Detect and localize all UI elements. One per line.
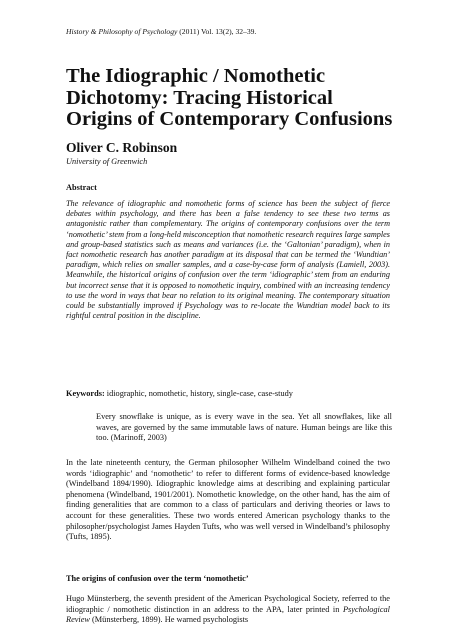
epigraph-quote: Every snowflake is unique, as is every wave in the sea. Yet all snowflakes, like all waves, are governed by the same immutable laws of nature. Human beings are like this too. (Marinoff, 2003)	[96, 412, 392, 443]
section-heading: The origins of confusion over the term ‘nomothetic’	[66, 574, 249, 583]
article-title: The Idiographic / Nomothetic Dichotomy: Tracing Historical Origins of Contemporary Confusions	[66, 65, 393, 130]
keywords-label: Keywords:	[66, 389, 105, 398]
journal-citation: (2011) Vol. 13(2), 32–39.	[179, 27, 257, 36]
paragraph2-text-end: (Münsterberg, 1899). He warned psychologists	[89, 615, 249, 625]
running-header	[66, 27, 256, 36]
cited-journal-title: Psychological Review	[66, 604, 390, 625]
abstract-text: The relevance of idiographic and nomothetic forms of science has been the subject of fierce debates within psychology, and there has been a false tendency to see these two terms as antagonistic rather than complementary. The origins of contemporary confusions over the term ‘nomothetic’ stem from a long-held misconception that nomothetic research requires large samples and group-based statistics such as means and variances (i.e. the ‘Galtonian’ paradigm), when in fact nomothetic research has another paradigm at its disposal that can be termed the ‘Wundtian’ paradigm, which relies on smaller samples, and a case-by-case form of analysis (Lamiell, 2003). Meanwhile, the historical origins of confusion over the term ‘idiographic’ stem from an enduring but incorrect sense that it is opposed to nomothetic inquiry, combined with an increasing tendency to use the word in ways that bear no relation to its original meaning. The contemporary situation could be substantially improved if Psychology was to re-locate the Wundtian model back to its rightful central position in the discipline.	[66, 199, 390, 321]
keywords-list: idiographic, nomothetic, history, single-case, case-study	[104, 389, 293, 398]
author-affiliation: University of Greenwich	[66, 157, 148, 166]
paragraph2-text: Hugo Münsterberg, the seventh president of the American Psychological Society, referred to the idiographic / nomothetic distinction in an address to the APA, later printed in	[66, 594, 390, 614]
keywords	[66, 389, 390, 398]
abstract-heading: Abstract	[66, 183, 97, 192]
body-paragraph: In the late nineteenth century, the German philosopher Wilhelm Windelband coined the two words ‘idiographic’ and ‘nomothetic’ to refer to different forms of evidence-based knowledge (Windelband 1894/1990). Idiographic knowledge aims at describing and explaining particular phenomena (Windelband, 1901/2001). Nomothetic knowledge, on the other hand, has the aim of finding generalities that are common to a class of particulars and deriving theories or laws to account for these generalities. These two words entered American psychology thanks to the philosopher/psychologist James Hayden Tufts, who was well versed in Windelband’s philosophy (Tufts, 1895).	[66, 458, 390, 542]
journal-name: History & Philosophy of Psychology	[66, 27, 178, 36]
author-name: Oliver C. Robinson	[66, 140, 178, 155]
body-paragraph-2	[66, 594, 390, 626]
